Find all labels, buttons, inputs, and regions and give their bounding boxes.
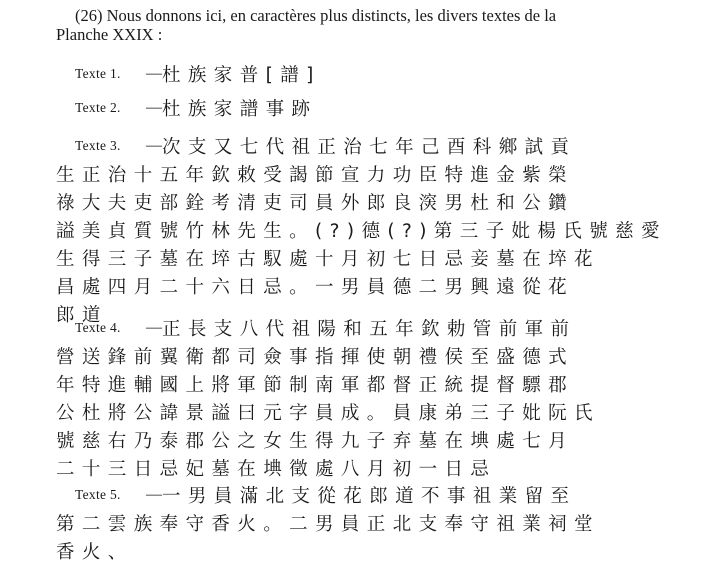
- texte-cjk-line: 祿大夫吏部銓考清吏司員外郎良㴱男杜和公鑽: [56, 193, 575, 214]
- texte-cjk-line: 生得三子墓在埣古馭處十月初七日忌妾墓在埣花: [56, 249, 600, 270]
- texte-cjk-line: 生正治十五年欽敕受謁節宣力功臣特進金紫榮: [56, 165, 575, 186]
- texte-line: [56, 188, 656, 216]
- texte-label: Texte 2.: [75, 100, 121, 115]
- intro-paragraph: [56, 6, 656, 44]
- texte-cjk-first-line: 次支又七代祖正治七年己酉科鄉試貢: [162, 137, 577, 158]
- texte-cjk-line: 謚美貞質號竹林先生。(?)德(?)第三子妣楊氏號慈愛: [56, 221, 667, 242]
- texte-line: [56, 426, 656, 454]
- texte-5: [56, 481, 656, 565]
- texte-2: [56, 94, 656, 122]
- texte-dash: —: [146, 486, 162, 503]
- texte-3: [56, 132, 667, 328]
- texte-label: Texte 3.: [75, 138, 121, 153]
- texte-cjk-line: 號慈右乃泰郡公之女生得九子弃墓在㙉處七月: [56, 431, 575, 452]
- texte-1: [56, 60, 656, 88]
- intro-line-2: Planche XXIX :: [56, 25, 163, 44]
- texte-line: [56, 314, 656, 342]
- texte-label: Texte 4.: [75, 320, 121, 335]
- texte-cjk-line: 郎道: [56, 305, 108, 326]
- texte-line: [56, 509, 656, 537]
- texte-line: [56, 537, 656, 565]
- texte-cjk-line: 香火、: [56, 542, 134, 563]
- texte-label: Texte 1.: [75, 66, 121, 81]
- texte-line: [56, 272, 656, 300]
- texte-dash: —: [146, 65, 162, 82]
- texte-cjk-first-line: 杜族家譜事跡: [162, 99, 318, 120]
- texte-cjk-line: 二十三日忌妃墓在㙉徵處八月初一日忌: [56, 459, 497, 480]
- texte-line: [56, 398, 656, 426]
- texte-line: [56, 94, 656, 122]
- texte-line: [56, 160, 656, 188]
- texte-line: [56, 60, 656, 88]
- texte-4: [56, 314, 656, 482]
- texte-cjk-first-line: 正長支八代祖陽和五年欽勅管前軍前: [162, 319, 577, 340]
- texte-cjk-first-line: 一男員滿北支從花郎道不事祖業留至: [162, 486, 577, 507]
- texte-dash: —: [146, 99, 162, 116]
- texte-line: [56, 216, 667, 244]
- texte-dash: —: [146, 137, 162, 154]
- texte-cjk-line: 年特進輔國上將軍節制南軍都督正統提督驃郡: [56, 375, 575, 396]
- texte-cjk-first-line: 杜族家普[譜]: [162, 65, 321, 86]
- texte-line: [56, 454, 656, 482]
- texte-cjk-line: 營送鋒前翼衛都司僉事指揮使朝禮侯至盛德式: [56, 347, 575, 368]
- intro-line-1: (26) Nous donnons ici, en caractères plus distincts, les divers textes de la: [75, 6, 557, 25]
- texte-dash: —: [146, 319, 162, 336]
- texte-cjk-line: 公杜將公諱景謚曰元字員成。員康弟三子妣阮氏: [56, 403, 600, 424]
- texte-label: Texte 5.: [75, 487, 121, 502]
- texte-line: [56, 244, 656, 272]
- texte-cjk-line: 昌處四月二十六日忌。一男員德二男興遠從花: [56, 277, 575, 298]
- texte-line: [56, 370, 656, 398]
- texte-line: [56, 342, 656, 370]
- texte-line: [56, 481, 656, 509]
- texte-cjk-line: 第二雲族奉守香火。二男員正北支奉守祖業祠堂: [56, 514, 600, 535]
- texte-line: [56, 132, 656, 160]
